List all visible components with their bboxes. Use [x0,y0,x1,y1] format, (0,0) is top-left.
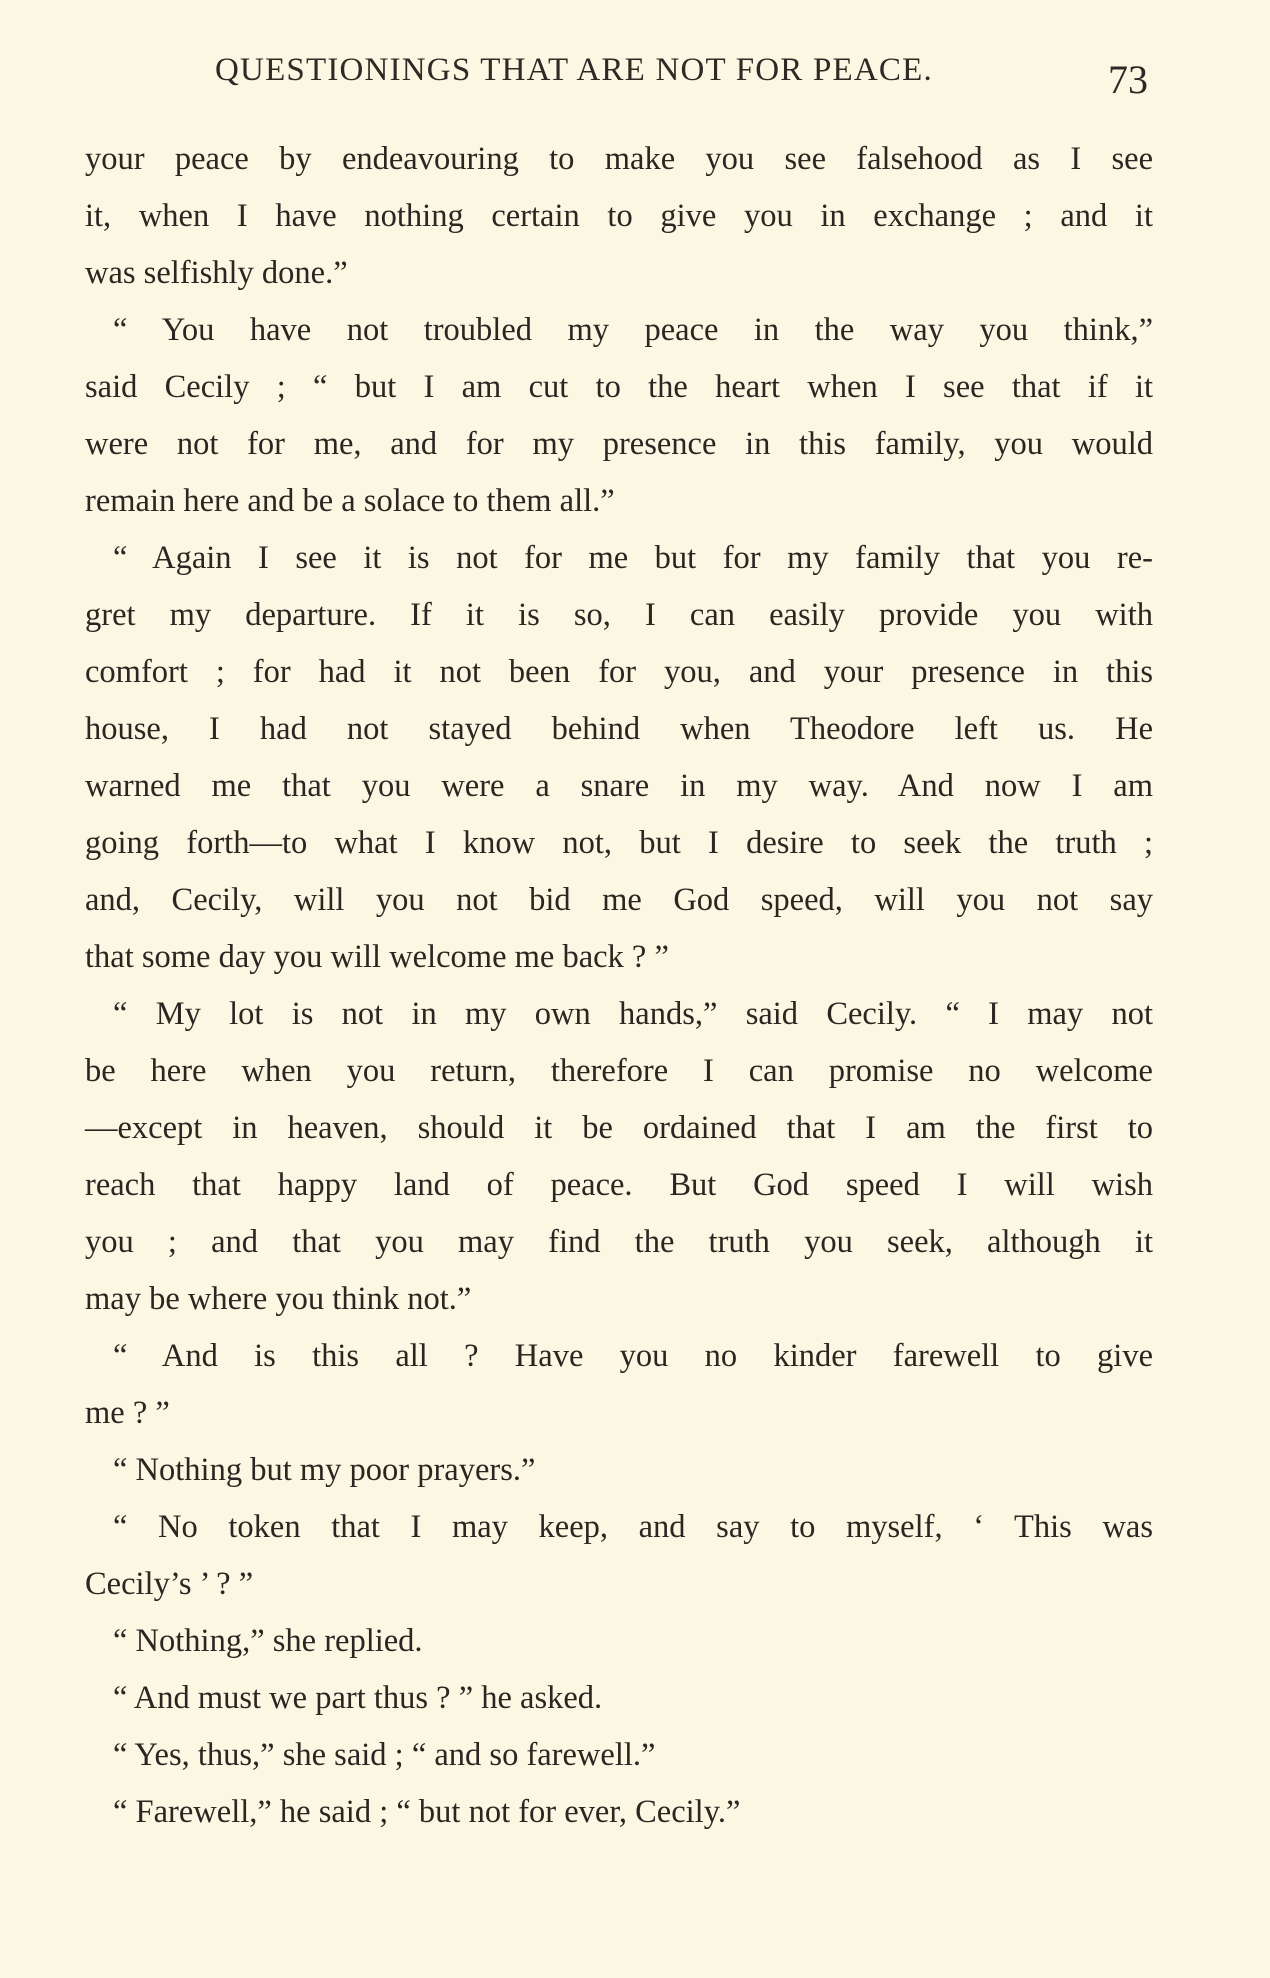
text-line: you ; and that you may find the truth you seek, although it [85,1224,1153,1260]
text-line: may be where you think not.” [85,1281,472,1317]
text-line: were not for me, and for my presence in this family, you would [85,426,1153,462]
text-line: “ Nothing,” she replied. [113,1623,423,1659]
text-line: reach that happy land of peace. But God speed I will wish [85,1167,1153,1203]
text-line: house, I had not stayed behind when Theodore left us. He [85,711,1153,747]
text-line: comfort ; for had it not been for you, and your presence in this [85,654,1153,690]
text-line: remain here and be a solace to them all.” [85,483,615,519]
text-line: it, when I have nothing certain to give you in exchange ; and it [85,198,1153,234]
text-line: “ My lot is not in my own hands,” said Cecily. “ I may not [113,996,1153,1032]
text-line: warned me that you were a snare in my way. And now I am [85,768,1153,804]
text-line: said Cecily ; “ but I am cut to the heart when I see that if it [85,369,1153,405]
text-line: “ No token that I may keep, and say to myself, ‘ This was [113,1509,1153,1545]
text-line: “ Farewell,” he said ; “ but not for ever, Cecily.” [113,1794,741,1830]
running-head: QUESTIONINGS THAT ARE NOT FOR PEACE. [215,52,933,88]
text-line: going forth—to what I know not, but I desire to seek the truth ; [85,825,1153,861]
text-line: your peace by endeavouring to make you see falsehood as I see [85,141,1153,177]
text-line: “ And is this all ? Have you no kinder farewell to give [113,1338,1153,1374]
text-line: —except in heaven, should it be ordained that I am the first to [85,1110,1153,1146]
text-line: gret my departure. If it is so, I can easily provide you with [85,597,1153,633]
text-line: “ Again I see it is not for me but for my family that you re- [113,540,1153,576]
text-line: Cecily’s ’ ? ” [85,1566,254,1602]
body-text [85,131,1153,1841]
text-line: and, Cecily, will you not bid me God speed, will you not say [85,882,1153,918]
text-line: me ? ” [85,1395,170,1431]
text-line: “ And must we part thus ? ” he asked. [113,1680,603,1716]
page-number: 73 [1108,57,1148,102]
text-line: was selfishly done.” [85,255,348,291]
text-line: be here when you return, therefore I can promise no welcome [85,1053,1153,1089]
text-line: that some day you will welcome me back ? ” [85,939,669,975]
text-line: “ Yes, thus,” she said ; “ and so farewell.” [113,1737,656,1773]
text-line: “ You have not troubled my peace in the way you think,” [113,312,1153,348]
text-line: “ Nothing but my poor prayers.” [113,1452,536,1488]
